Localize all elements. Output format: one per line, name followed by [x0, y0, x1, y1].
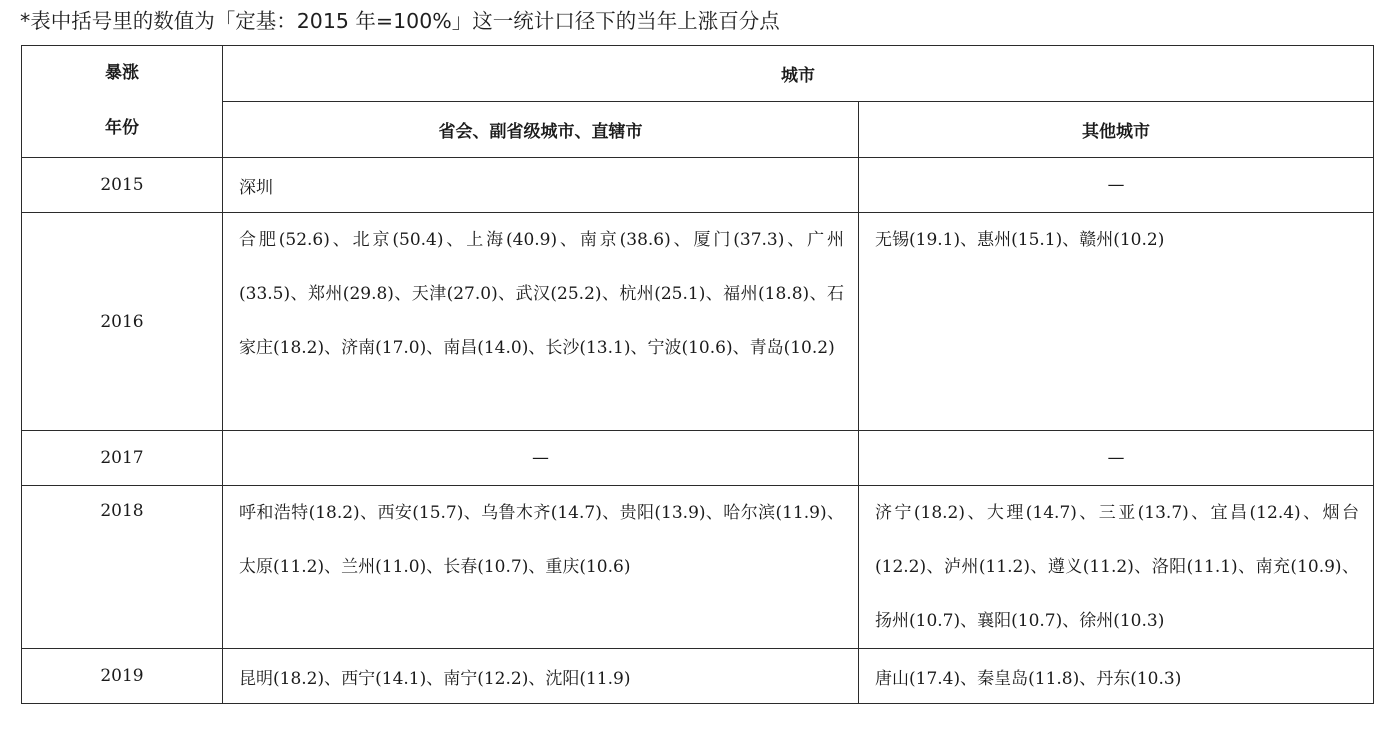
row-other-cities: — [859, 158, 1374, 213]
row-year: 2016 [22, 213, 223, 431]
row-provincial-cities [223, 213, 859, 431]
table-row [22, 158, 1374, 213]
table-row [22, 213, 1374, 431]
row-other-cities [859, 213, 1374, 431]
header-other-cities: 其他城市 [859, 102, 1374, 158]
other-city-list: 无锡(19.1)、惠州(15.1)、赣州(10.2) [875, 230, 1165, 250]
surge-year-city-table [21, 45, 1374, 704]
subheader-row [22, 102, 1374, 158]
row-year: 2019 [22, 649, 223, 704]
table-row [22, 649, 1374, 704]
row-provincial-cities: 昆明(18.2)、西宁(14.1)、南宁(12.2)、沈阳(11.9) [223, 649, 859, 704]
row-other-cities: 唐山(17.4)、秦皇岛(11.8)、丹东(10.3) [859, 649, 1374, 704]
header-city: 城市 [223, 46, 1374, 102]
provincial-city-list: 合肥(52.6)、北京(50.4)、上海(40.9)、南京(38.6)、厦门(37.3)、广州(33.5)、郑州(29.8)、天津(27.0)、武汉(25.2)、杭州(25.1)、福州(18.8)、石家庄(18.2)、济南(17.0)、南昌(14.0)、长沙(13.1)、宁波(10.6)、青岛(10.2) [239, 230, 844, 358]
table-row [22, 431, 1374, 486]
row-year: 2018 [22, 486, 223, 649]
table-row [22, 486, 1374, 649]
row-other-cities: — [859, 431, 1374, 486]
other-city-list: 济宁(18.2)、大理(14.7)、三亚(13.7)、宜昌(12.4)、烟台(12.2)、泸州(11.2)、遵义(11.2)、洛阳(11.1)、南充(10.9)、扬州(10.7)、襄阳(10.7)、徐州(10.3) [875, 503, 1359, 631]
header-row [22, 46, 1374, 102]
provincial-city-list: 呼和浩特(18.2)、西安(15.7)、乌鲁木齐(14.7)、贵阳(13.9)、哈尔滨(11.9)、太原(11.2)、兰州(11.0)、长春(10.7)、重庆(10.6) [239, 503, 844, 577]
row-other-cities [859, 486, 1374, 649]
row-year: 2017 [22, 431, 223, 486]
row-provincial-cities: 深圳 [223, 158, 859, 213]
header-provincial-cities: 省会、副省级城市、直辖市 [223, 102, 859, 158]
header-surge-year [22, 46, 223, 158]
row-provincial-cities: — [223, 431, 859, 486]
header-year-line-2: 年份 [105, 118, 139, 138]
header-year-line-1: 暴涨 [105, 63, 139, 83]
table-footnote: *表中括号里的数值为「定基：2015 年=100%」这一统计口径下的当年上涨百分点 [20, 9, 780, 33]
row-provincial-cities [223, 486, 859, 649]
row-year: 2015 [22, 158, 223, 213]
